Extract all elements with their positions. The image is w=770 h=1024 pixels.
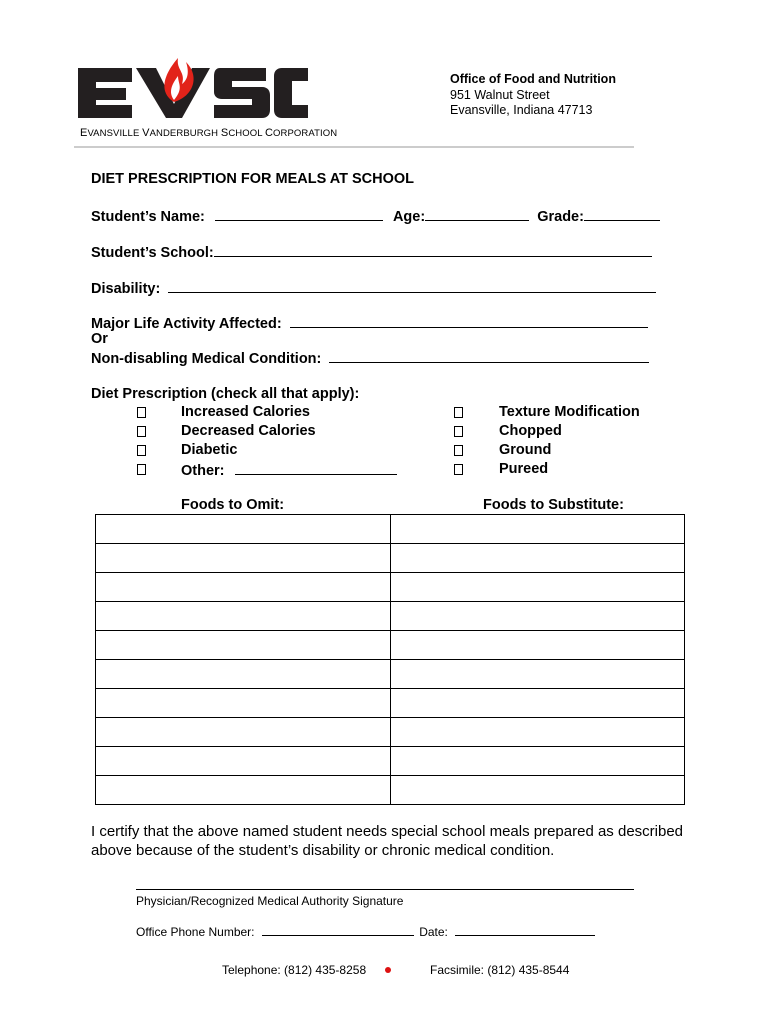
checkbox-texture-modification[interactable] <box>454 407 463 418</box>
table-row <box>96 631 685 660</box>
date-label: Date: <box>419 925 448 939</box>
checkbox-diabetic[interactable] <box>137 445 146 456</box>
footer-telephone: Telephone: (812) 435-8258 <box>222 963 367 977</box>
name-label: Student’s Name: <box>91 209 205 225</box>
option-other: Other: <box>181 463 225 479</box>
option-diabetic: Diabetic <box>181 442 238 458</box>
nondisabling-row <box>91 349 649 367</box>
disability-label: Disability: <box>91 281 161 297</box>
option-ground: Ground <box>499 442 552 458</box>
table-row <box>96 660 685 689</box>
table-row <box>96 718 685 747</box>
grade-field[interactable] <box>584 207 660 221</box>
substitute-cell[interactable] <box>390 660 685 689</box>
omit-cell[interactable] <box>96 573 391 602</box>
omit-cell[interactable] <box>96 689 391 718</box>
table-row <box>96 544 685 573</box>
major-row <box>91 314 648 332</box>
checkbox-decreased-calories[interactable] <box>137 426 146 437</box>
age-label: Age: <box>392 209 426 225</box>
table-row <box>96 776 685 805</box>
evsc-logo <box>70 50 310 120</box>
school-row <box>91 243 652 261</box>
nondisabling-label: Non-disabling Medical Condition: <box>91 351 322 367</box>
bullet-dot-icon <box>385 967 391 973</box>
table-row <box>96 515 685 544</box>
phone-field[interactable] <box>262 925 414 936</box>
foods-table <box>95 514 685 805</box>
foods-omit-header: Foods to Omit: <box>181 497 285 513</box>
substitute-cell[interactable] <box>390 515 685 544</box>
substitute-cell[interactable] <box>390 689 685 718</box>
omit-cell[interactable] <box>96 660 391 689</box>
office-street: 951 Walnut Street <box>450 87 550 102</box>
signature-label: Physician/Recognized Medical Authority Signature <box>136 894 404 908</box>
option-pureed: Pureed <box>499 461 549 477</box>
office-city: Evansville, Indiana 47713 <box>450 103 593 117</box>
substitute-cell[interactable] <box>390 544 685 573</box>
omit-cell[interactable] <box>96 631 391 660</box>
org-name: EVANSVILLE VANDERBURGH SCHOOL CORPORATION <box>80 127 338 139</box>
major-field[interactable] <box>290 314 648 328</box>
signature-line[interactable] <box>136 889 634 890</box>
form-title: DIET PRESCRIPTION FOR MEALS AT SCHOOL <box>91 171 415 187</box>
phone-date-row <box>136 925 595 939</box>
omit-cell[interactable] <box>96 747 391 776</box>
checkbox-increased-calories[interactable] <box>137 407 146 418</box>
age-field[interactable] <box>425 207 529 221</box>
table-row <box>96 602 685 631</box>
checkbox-ground[interactable] <box>454 445 463 456</box>
school-label: Student’s School: <box>91 245 214 261</box>
phone-label: Office Phone Number: <box>136 925 255 939</box>
major-label: Major Life Activity Affected: <box>91 316 282 332</box>
name-row <box>91 207 660 225</box>
option-chopped: Chopped <box>499 423 562 439</box>
other-field[interactable] <box>235 461 397 475</box>
checkbox-chopped[interactable] <box>454 426 463 437</box>
substitute-cell[interactable] <box>390 776 685 805</box>
name-field[interactable] <box>215 207 383 221</box>
nondisabling-field[interactable] <box>329 349 649 363</box>
substitute-cell[interactable] <box>390 718 685 747</box>
other-row <box>181 461 397 479</box>
omit-cell[interactable] <box>96 515 391 544</box>
omit-cell[interactable] <box>96 776 391 805</box>
option-decreased-calories: Decreased Calories <box>181 423 316 439</box>
prescription-label: Diet Prescription (check all that apply): <box>91 386 360 402</box>
checkbox-other[interactable] <box>137 464 146 475</box>
option-increased-calories: Increased Calories <box>181 404 310 420</box>
omit-cell[interactable] <box>96 718 391 747</box>
or-label: Or <box>91 331 108 347</box>
office-address <box>450 72 616 119</box>
checkbox-pureed[interactable] <box>454 464 463 475</box>
foods-substitute-header: Foods to Substitute: <box>483 497 624 513</box>
option-texture-modification: Texture Modification <box>499 404 640 420</box>
office-title: Office of Food and Nutrition <box>450 72 616 86</box>
substitute-cell[interactable] <box>390 573 685 602</box>
table-row <box>96 747 685 776</box>
disability-field[interactable] <box>168 279 656 293</box>
grade-label: Grade: <box>537 209 584 225</box>
substitute-cell[interactable] <box>390 747 685 776</box>
school-field[interactable] <box>214 243 652 257</box>
substitute-cell[interactable] <box>390 631 685 660</box>
header-divider <box>74 146 634 148</box>
footer-facsimile: Facsimile: (812) 435-8544 <box>430 963 570 977</box>
omit-cell[interactable] <box>96 544 391 573</box>
table-row <box>96 689 685 718</box>
disability-row <box>91 279 656 297</box>
table-row <box>96 573 685 602</box>
date-field[interactable] <box>455 925 595 936</box>
omit-cell[interactable] <box>96 602 391 631</box>
substitute-cell[interactable] <box>390 602 685 631</box>
certification-text: I certify that the above named student needs special school meals prepared as described above because of the student’s disability or chronic medical condition. <box>91 823 684 859</box>
